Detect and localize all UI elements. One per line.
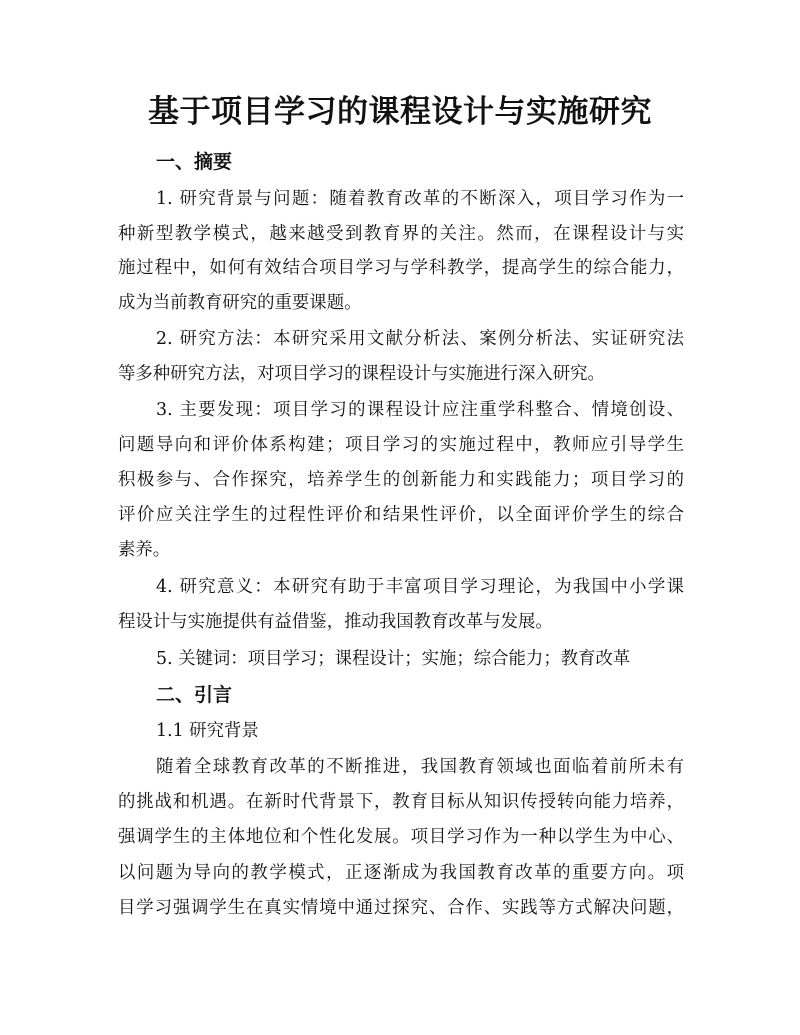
text-line: 以问题为导向的教学模式，正逐渐成为我国教育改革的重要方向。项: [118, 863, 684, 883]
text-line: 5. 关键词：项目学习；课程设计；实施；综合能力；教育改革: [156, 649, 631, 669]
text-line: 等多种研究方法，对项目学习的课程设计与实施进行深入研究。: [118, 364, 605, 384]
section-heading-abstract: 一、摘要: [156, 151, 233, 173]
text-line: 素养。: [118, 540, 171, 560]
text-line: 3. 主要发现：项目学习的课程设计应注重学科整合、情境创设、: [156, 400, 684, 420]
text-line: 2. 研究方法：本研究采用文献分析法、案例分析法、实证研究法: [156, 329, 684, 349]
section-heading-introduction: 二、引言: [156, 684, 233, 706]
text-line: 强调学生的主体地位和个性化发展。项目学习作为一种以学生为中心、: [118, 827, 684, 847]
text-line: 1. 研究背景与问题：随着教育改革的不断深入，项目学习作为一: [156, 189, 684, 209]
text-line: 程设计与实施提供有益借鉴，推动我国教育改革与发展。: [118, 612, 553, 632]
text-line: 目学习强调学生在真实情境中通过探究、合作、实践等方式解决问题，: [118, 898, 684, 918]
document-title: 基于项目学习的课程设计与实施研究: [148, 94, 652, 130]
text-line: 种新型教学模式，越来越受到教育界的关注。然而，在课程设计与实: [118, 224, 684, 244]
text-line: 评价应关注学生的过程性评价和结果性评价，以全面评价学生的综合: [118, 505, 684, 525]
subsection-heading: 1.1 研究背景: [156, 721, 259, 741]
text-line: 4. 研究意义：本研究有助于丰富项目学习理论，为我国中小学课: [156, 577, 684, 597]
text-line: 施过程中，如何有效结合项目学习与学科教学，提高学生的综合能力，: [118, 258, 684, 278]
text-line: 的挑战和机遇。在新时代背景下，教育目标从知识传授转向能力培养，: [118, 792, 684, 812]
text-line: 随着全球教育改革的不断推进，我国教育领域也面临着前所未有: [156, 757, 684, 777]
text-line: 积极参与、合作探究，培养学生的创新能力和实践能力；项目学习的: [118, 470, 684, 490]
text-line: 问题导向和评价体系构建；项目学习的实施过程中，教师应引导学生: [118, 435, 684, 455]
text-line: 成为当前教育研究的重要课题。: [118, 293, 362, 313]
